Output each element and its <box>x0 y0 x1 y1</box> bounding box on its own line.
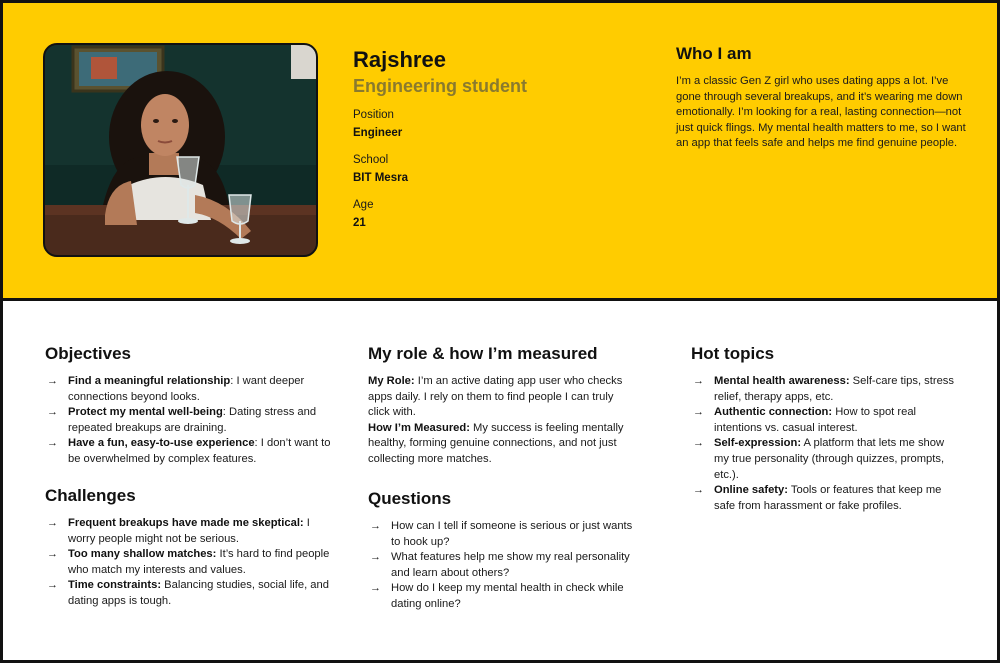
persona-name: Rajshree <box>353 47 446 72</box>
arrow-right-icon: → <box>47 375 58 387</box>
list-item: → How can I tell if someone is serious or just wants to hook up? <box>370 520 633 548</box>
persona-subtitle: Engineering student <box>353 76 528 96</box>
arrow-right-icon: → <box>47 406 58 419</box>
objectives-section <box>45 344 335 468</box>
objectives-title: Objectives <box>45 344 131 363</box>
arrow-right-icon: → <box>47 579 58 592</box>
school-value: BIT Mesra <box>353 172 408 184</box>
questions-section <box>368 489 643 613</box>
list-item: → Mental health awareness: Self-care tips, stress relief, therapy apps, etc. <box>693 375 954 403</box>
challenges-list <box>45 516 335 610</box>
questions-list <box>368 519 643 613</box>
list-item: → Authentic connection: How to spot real intentions vs. casual interest. <box>693 406 917 434</box>
list-item: → Protect my mental well-being: Dating stress and repeated breakups are draining. <box>47 406 317 434</box>
portrait-image <box>45 45 316 255</box>
list-item: → Self-expression: A platform that lets me show my true personality (through quizzes, prompts, etc.). <box>693 437 945 481</box>
role-description: My Role: I’m an active dating app user who checks apps daily. I rely on them to find people I can truly click with. <box>368 375 623 419</box>
role-title: My role & how I’m measured <box>368 344 598 363</box>
arrow-right-icon: → <box>47 548 58 561</box>
persona-photo <box>43 43 318 257</box>
persona-header <box>3 3 997 301</box>
list-item: → Too many shallow matches: It’s hard to find people who match my interests and values. <box>47 548 330 576</box>
arrow-right-icon: → <box>693 437 704 450</box>
questions-title: Questions <box>368 489 452 508</box>
arrow-right-icon: → <box>693 406 704 419</box>
arrow-right-icon: → <box>47 517 58 529</box>
challenges-section <box>45 486 335 610</box>
list-item: → How do I keep my mental health in check while dating online? <box>370 582 624 610</box>
who-i-am-text: I’m a classic Gen Z girl who uses dating apps a lot. I’ve gone through several breakups, and it’s wearing me down emotionally. I’m looking for a real, lasting connection—not just quick flings. My mental health matters to me, so I want an app that feels safe and helps me find genuine people. <box>676 75 966 150</box>
arrow-right-icon: → <box>693 484 704 497</box>
hot-topics-list <box>691 374 961 514</box>
hot-topics-title: Hot topics <box>691 344 775 363</box>
list-item: → Frequent breakups have made me skeptical: I worry people might not be serious. <box>47 517 310 545</box>
list-item: → Online safety: Tools or features that keep me safe from harassment or fake profiles. <box>693 484 942 512</box>
who-i-am-title: Who I am <box>676 44 752 63</box>
arrow-right-icon: → <box>47 437 58 450</box>
arrow-right-icon: → <box>370 520 381 532</box>
objectives-list <box>45 374 335 468</box>
challenges-title: Challenges <box>45 486 136 505</box>
age-value: 21 <box>353 217 366 229</box>
age-label: Age <box>353 199 374 211</box>
arrow-right-icon: → <box>370 582 381 595</box>
position-value: Engineer <box>353 127 403 139</box>
list-item: → Find a meaningful relationship: I want deeper connections beyond looks. <box>47 375 305 403</box>
school-label: School <box>353 154 389 166</box>
hot-topics-section <box>691 344 961 514</box>
measured-description: How I’m Measured: My success is feeling mentally healthy, forming genuine connections, and not just collecting more matches. <box>368 421 624 465</box>
role-section <box>368 344 643 468</box>
list-item: → Time constraints: Balancing studies, social life, and dating apps is tough. <box>47 579 329 607</box>
list-item: → What features help me show my real personality and learn about others? <box>370 551 630 579</box>
position-label: Position <box>353 109 394 121</box>
arrow-right-icon: → <box>370 551 381 564</box>
list-item: → Have a fun, easy-to-use experience: I don’t want to be overwhelmed by complex features. <box>47 437 331 465</box>
arrow-right-icon: → <box>693 375 704 387</box>
